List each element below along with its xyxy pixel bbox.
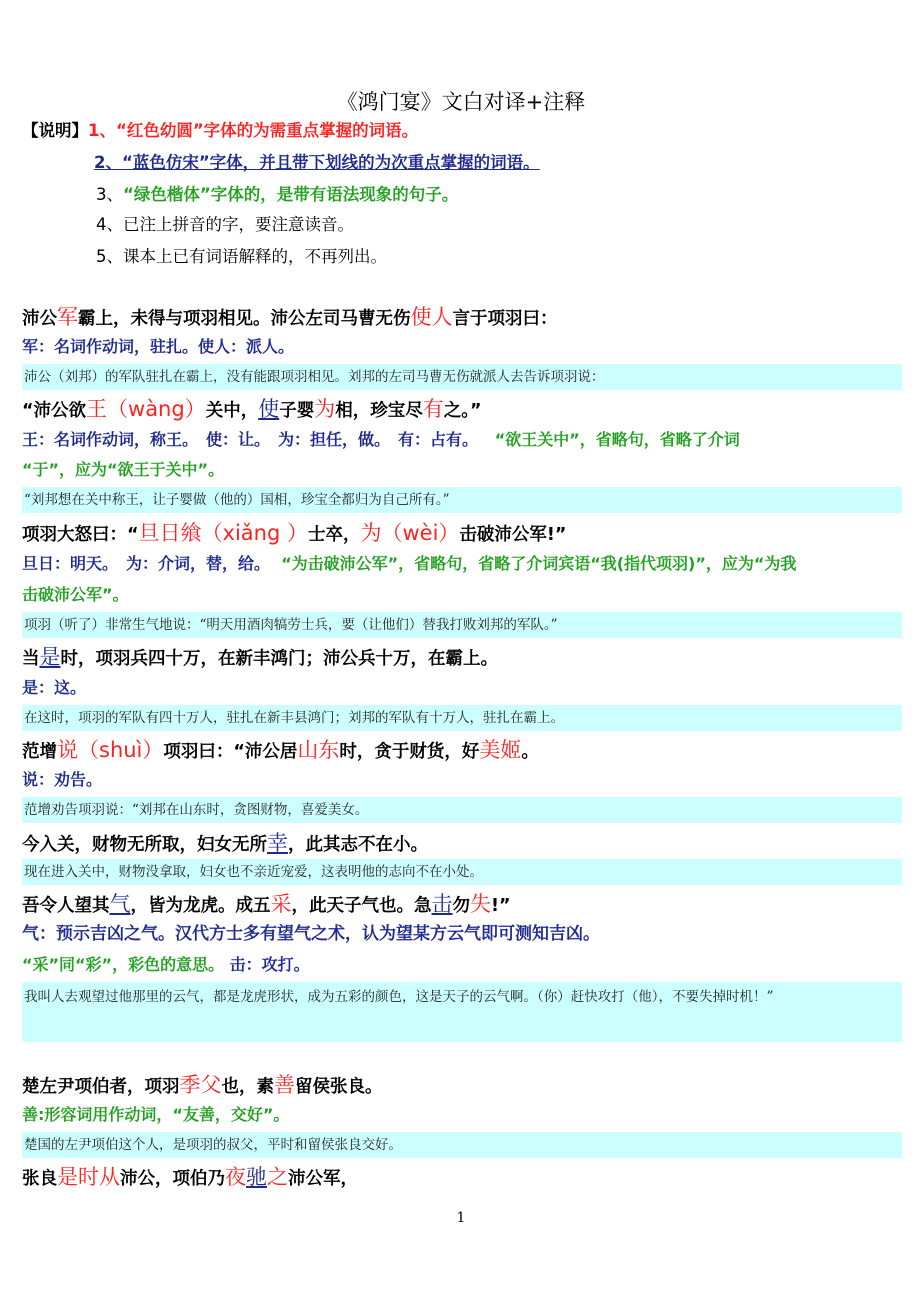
source-line-5: 范增说（shuì）项羽曰：“沛公居山东时，贪于财货，好美姬。 [22, 738, 539, 762]
source-line-1: 沛公军霸上，未得与项羽相见。沛公左司马曹无伤使人言于项羽曰： [22, 305, 558, 329]
translation-3: 项羽（听了）非常生气地说：“明天用酒肉犒劳士兵，要（让他们）替我打败刘邦的军队。” [22, 612, 902, 638]
source-line-9: 张良是时从沛公，项伯乃夜驰之沛公军， [22, 1165, 358, 1189]
instruction-label: 【说明】 [22, 121, 88, 140]
translation-8: 楚国的左尹项伯这个人，是项羽的叔父，平时和留侯张良交好。 [22, 1132, 902, 1158]
source-line-7: 吾令人望其气，皆为龙虎。成五采，此天子气也。急击勿失!” [22, 892, 511, 916]
instruction-3 [96, 180, 696, 210]
instruction-4: 4、已注上拼音的字，要注意读音。 [96, 215, 354, 234]
translation-1: 沛公（刘邦）的军队驻扎在霸上，没有能跟项羽相见。刘邦的左司马曹无伤就派人去告诉项羽说： [22, 364, 902, 390]
source-line-6: 今入关，财物无所取，妇女无所幸，此其志不在小。 [22, 831, 428, 855]
translation-5: 范增劝告项羽说：“刘邦在山东时，贪图财物，喜爱美女。 [22, 797, 902, 823]
note-line-5: 说：劝告。 [22, 770, 103, 789]
instruction-2 [94, 148, 694, 178]
note-line-7: 气：预示吉凶之气。汉代方士多有望气之术，认为望某方云气即可测知吉凶。 [22, 924, 600, 944]
page-number: 1 [456, 1210, 466, 1226]
note-line-4: 是：这。 [22, 678, 87, 697]
source-line-2: “沛公欲王（wàng）关中，使子婴为相，珍宝尽有之。” [22, 397, 482, 421]
page-title: 《鸿门宴》文白对译+注释 [336, 90, 586, 114]
note-line-1: 军：名词作动词，驻扎。使人：派人。 [22, 337, 295, 356]
instruction-1 [22, 116, 900, 146]
note-line-2: 王：名词作动词，称王。 使：让。 为：担任，做。 有：占有。 “欲王关中”，省略句，省略了介词 [22, 430, 740, 449]
instruction-item-3-num: 3、 [96, 185, 123, 204]
source-line-3: 项羽大怒曰：“旦日飨（xiǎng ）士卒，为（wèi）击破沛公军!” [22, 521, 567, 545]
instruction-5: 5、课本上已有词语解释的，不再列出。 [96, 247, 387, 266]
note-line-3: 旦日：明天。 为：介词，替，给。 “为击破沛公军”，省略句，省略了介词宾语“我(指代项羽)”，应为“为我 [22, 554, 797, 573]
translation-6: 现在进入关中，财物没拿取，妇女也不亲近宠爱，这表明他的志向不在小处。 [22, 859, 902, 885]
source-line-4: 当是时，项羽兵四十万，在新丰鸿门；沛公兵十万，在霸上。 [22, 645, 498, 669]
note-line-3b: 击破沛公军”。 [22, 585, 129, 604]
translation-7: 我叫人去观望过他那里的云气，都是龙虎形状，成为五彩的颜色，这是天子的云气啊。（你）赶快攻打（他），不要失掉时机！” [22, 982, 902, 1042]
instruction-item-2: 2、“蓝色仿宋”字体，并且带下划线的为次重点掌握的词语。 [94, 153, 540, 172]
translation-2: “刘邦想在关中称王，让子婴做（他的）国相，珍宝全都归为自己所有。” [22, 487, 902, 513]
note-line-7b: “采”同“彩”，彩色的意思。 击：攻打。 [22, 955, 310, 974]
source-line-8: 楚左尹项伯者，项羽季父也，素善留侯张良。 [22, 1073, 383, 1097]
translation-4: 在这时，项羽的军队有四十万人，驻扎在新丰县鸿门；刘邦的军队有十万人，驻扎在霸上。 [22, 705, 902, 731]
instruction-item-3: “绿色楷体”字体的，是带有语法现象的句子。 [123, 185, 459, 204]
note-line-2b: “于”，应为“欲王于关中”。 [22, 460, 225, 479]
instruction-item-1: 1、“红色幼圆”字体的为需重点掌握的词语。 [88, 121, 419, 140]
note-line-8: 善:形容词用作动词，“友善，交好”。 [22, 1105, 290, 1124]
